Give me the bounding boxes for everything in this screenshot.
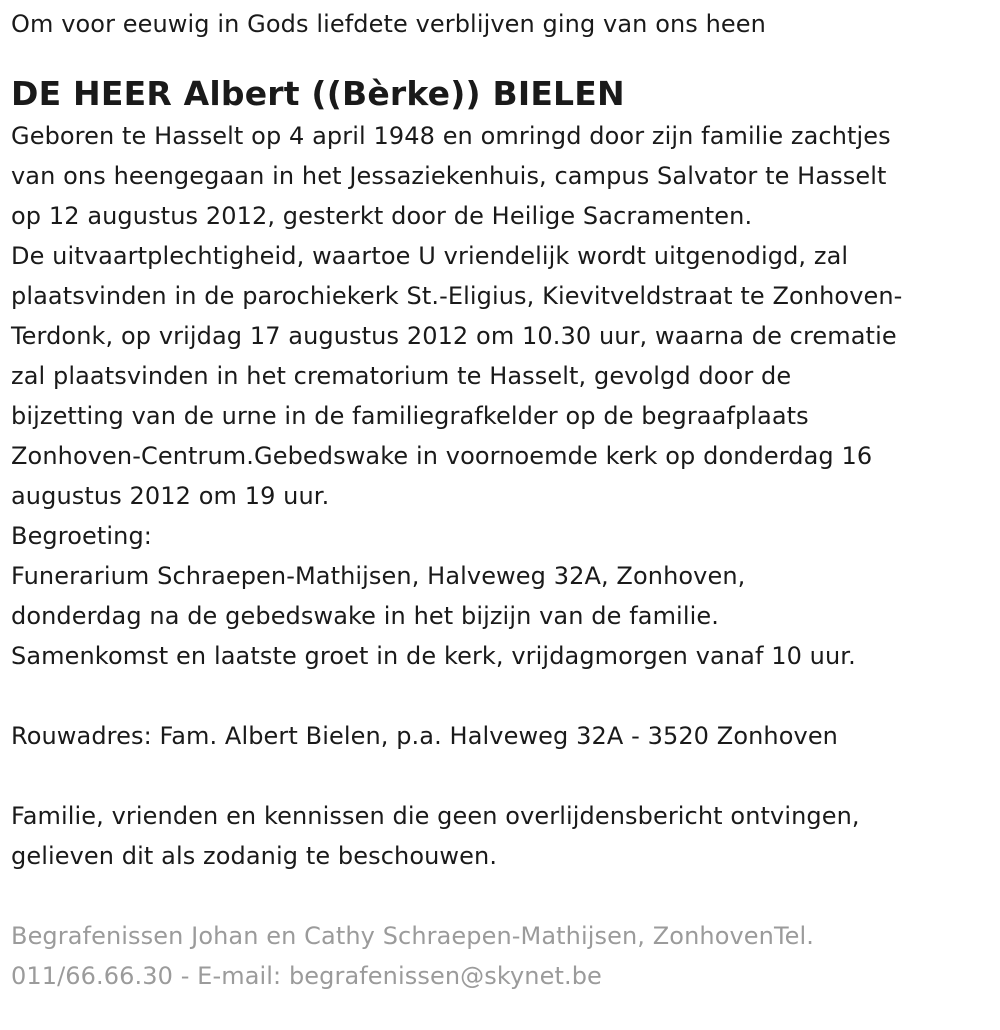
body-line: Zonhoven-Centrum.Gebedswake in voornoemde kerk op donderdag 16 [11,442,873,470]
closing-line: Familie, vrienden en kennissen die geen overlijdensbericht ontvingen, [11,802,860,830]
body-line: op 12 augustus 2012, gesterkt door de Heilige Sacramenten. [11,202,753,230]
intro-text: Om voor eeuwig in Gods liefdete verblijven ging van ons heen [11,10,766,38]
funeral-home-footer [11,916,988,996]
body-line: plaatsvinden in de parochiekerk St.-Eligius, Kievitveldstraat te Zonhoven- [11,282,903,310]
body-line: donderdag na de gebedswake in het bijzijn van de familie. [11,602,719,630]
spacer [11,756,988,796]
closing-text [11,796,988,876]
closing-line: gelieven dit als zodanig te beschouwen. [11,842,498,870]
body-line: bijzetting van de urne in de familiegrafkelder op de begraafplaats [11,402,809,430]
deceased-name: DE HEER Albert ((Bèrke)) BIELEN [11,74,625,113]
mourning-address: Rouwadres: Fam. Albert Bielen, p.a. Halveweg 32A - 3520 Zonhoven [11,722,838,750]
body-line: De uitvaartplechtigheid, waartoe U vriendelijk wordt uitgenodigd, zal [11,242,849,270]
body-line: augustus 2012 om 19 uur. [11,482,330,510]
body-line: zal plaatsvinden in het crematorium te Hasselt, gevolgd door de [11,362,792,390]
spacer [11,876,988,916]
body-line: Funerarium Schraepen-Mathijsen, Halveweg 32A, Zonhoven, [11,562,746,590]
body-line: Terdonk, op vrijdag 17 augustus 2012 om 10.30 uur, waarna de crematie [11,322,897,350]
footer-line: 011/66.66.30 - E-mail: begrafenissen@skynet.be [11,962,602,990]
body-line: Begroeting: [11,522,152,550]
spacer [11,676,988,716]
body-line: Geboren te Hasselt op 4 april 1948 en omringd door zijn familie zachtjes [11,122,891,150]
body-line: van ons heengegaan in het Jessaziekenhuis, campus Salvator te Hasselt [11,162,887,190]
footer-line: Begrafenissen Johan en Cathy Schraepen-Mathijsen, ZonhovenTel. [11,922,815,950]
body-line: Samenkomst en laatste groet in de kerk, vrijdagmorgen vanaf 10 uur. [11,642,856,670]
notice-body [11,116,988,676]
